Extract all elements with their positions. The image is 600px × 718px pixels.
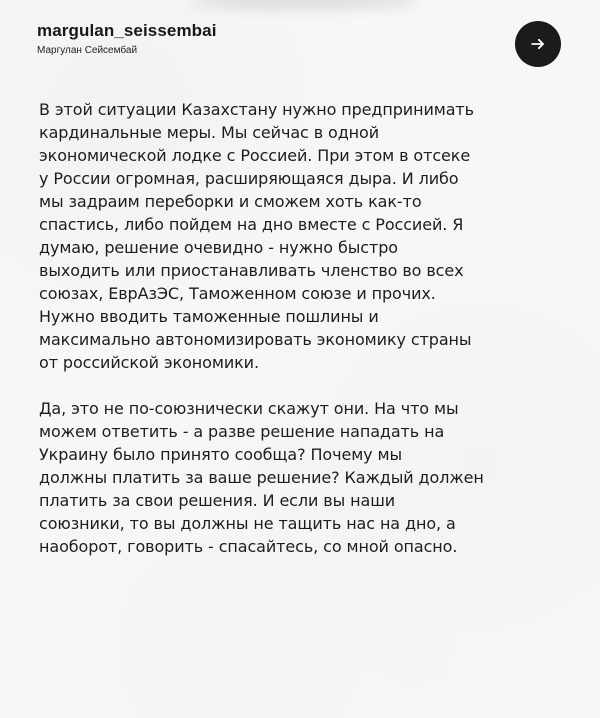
author-block: [37, 21, 367, 57]
author-display-name: Маргулан Сейсембай: [37, 45, 138, 56]
post-header: [37, 21, 563, 69]
paragraph-1: В этой ситуации Казахстану нужно предпринимать кардинальные меры. Мы сейчас в одной экономической лодке с Россией. При этом в отсеке у России огромная, расширяющаяся дыра. И либо мы задраим переборки и сможем хоть как-то спастись, либо пойдем на дно вместе с Россией. Я думаю, решение очевидно - нужно быстро выходить или приостанавливать членство во всех союзах, ЕврАзЭС, Таможенном союзе и прочих. Нужно вводить таможенные пошлины и максимально автономизировать экономику страны от российской экономики.: [39, 100, 474, 372]
paragraph-2: Да, это не по-союзнически скажут они. На что мы можем ответить - а разве решение нападать на Украину было принято сообща? Почему мы должны платить за ваше решение? Каждый должен платить за свои решения. И если вы наши союзники, то вы должны не тащить нас на дно, а наоборот, говорить - спасайтесь, со мной опасно.: [39, 399, 484, 556]
next-button[interactable]: [515, 21, 561, 67]
arrow-right-icon: [528, 34, 548, 54]
post-content: [39, 98, 562, 558]
author-username[interactable]: margulan_seissembai: [37, 21, 217, 40]
